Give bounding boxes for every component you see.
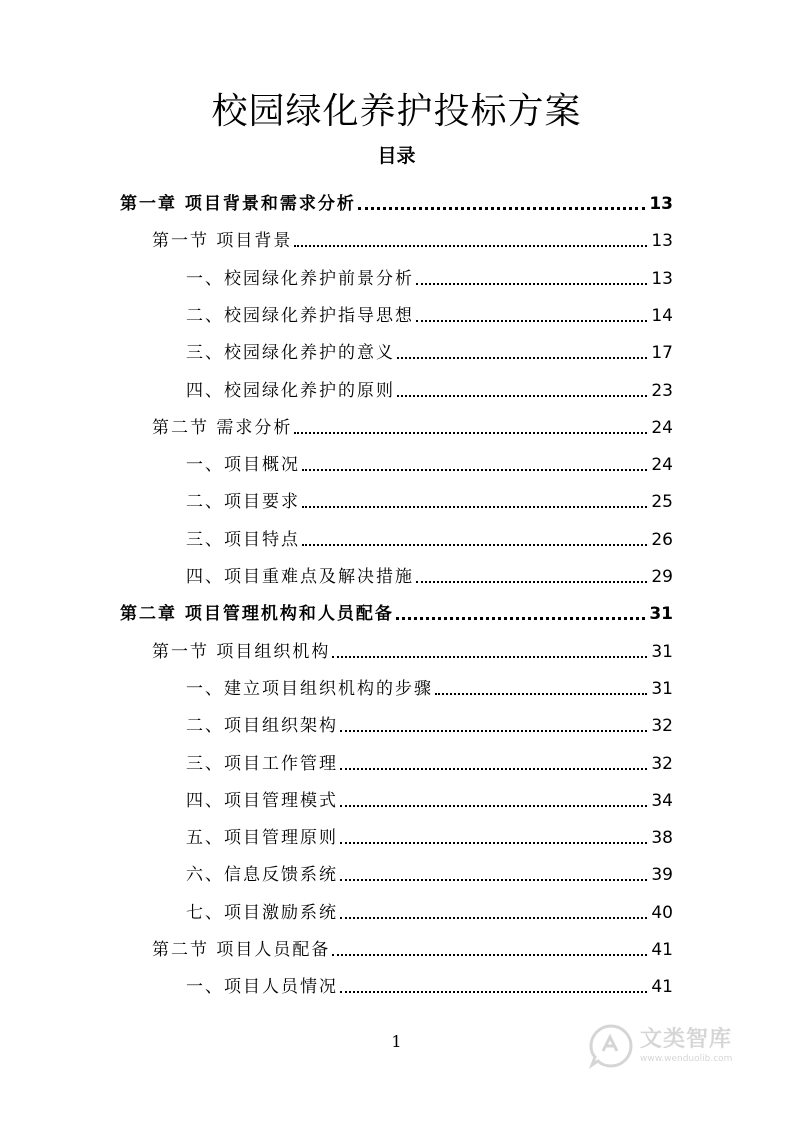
toc-entry-page: 40 xyxy=(651,902,673,923)
toc-entry-page: 13 xyxy=(651,231,673,252)
toc-entry-page: 26 xyxy=(651,529,673,550)
toc-leader-dots xyxy=(396,616,645,620)
toc-leader-dots xyxy=(340,804,647,807)
toc-entry-label: 五、项目管理原则 xyxy=(186,828,338,849)
toc-entry-page: 41 xyxy=(651,940,673,960)
toc-entry[interactable] xyxy=(186,442,673,476)
toc-entry[interactable] xyxy=(186,479,673,513)
toc-entry[interactable] xyxy=(152,927,673,961)
toc-entry-page: 24 xyxy=(651,455,673,476)
toc-entry[interactable] xyxy=(186,256,673,290)
toc-leader-dots xyxy=(340,878,647,881)
toc-entry[interactable] xyxy=(186,778,673,812)
toc-leader-dots xyxy=(416,319,647,322)
toc-entry[interactable] xyxy=(186,330,673,364)
toc-entry[interactable] xyxy=(152,629,673,663)
watermark-name: 文类智库 xyxy=(640,1027,733,1052)
toc-leader-dots xyxy=(416,282,647,285)
toc-entry[interactable] xyxy=(186,703,673,737)
toc-entry-label: 一、项目人员情况 xyxy=(186,977,338,998)
toc-entry-label: 四、项目重难点及解决措施 xyxy=(186,567,414,587)
toc-entry[interactable] xyxy=(186,666,673,700)
toc-leader-dots xyxy=(340,767,647,770)
toc-entry[interactable] xyxy=(186,368,673,402)
toc-entry-page: 31 xyxy=(651,641,673,662)
toc-entry-label: 六、信息反馈系统 xyxy=(186,865,338,886)
toc-entry-label: 三、校园绿化养护的意义 xyxy=(186,343,395,364)
toc-entry-label: 七、项目激励系统 xyxy=(186,902,338,923)
toc-entry-page: 13 xyxy=(651,268,673,289)
toc-entry[interactable] xyxy=(186,815,673,849)
toc-entry-page: 29 xyxy=(651,567,673,587)
toc-entry-page: 38 xyxy=(651,828,673,849)
toc-leader-dots xyxy=(397,356,647,359)
toc-entry-label: 一、建立项目组织机构的步骤 xyxy=(186,678,433,699)
toc-entry-page: 31 xyxy=(649,604,673,625)
toc-entry-label: 四、项目管理模式 xyxy=(186,790,338,811)
toc-leader-dots xyxy=(435,692,647,695)
toc-entry[interactable] xyxy=(120,181,673,215)
toc-entry-label: 三、项目特点 xyxy=(186,529,300,550)
toc-entry-label: 四、校园绿化养护的原则 xyxy=(186,380,395,401)
toc-entry-page: 39 xyxy=(651,865,673,886)
toc-heading: 目录 xyxy=(377,145,416,167)
toc-entry-label: 二、项目组织架构 xyxy=(186,716,338,737)
watermark-url: www.wenduolib.com xyxy=(640,1054,733,1064)
toc-leader-dots xyxy=(340,729,647,732)
toc-entry[interactable] xyxy=(186,852,673,886)
toc-entry-page: 32 xyxy=(651,716,673,737)
toc-entry[interactable] xyxy=(186,517,673,551)
toc-entry[interactable] xyxy=(186,890,673,924)
toc-leader-dots xyxy=(397,394,647,397)
toc-leader-dots xyxy=(332,953,647,956)
toc-leader-dots xyxy=(416,580,647,583)
toc-entry[interactable] xyxy=(152,218,673,252)
toc-leader-dots xyxy=(332,655,647,658)
toc-entry[interactable] xyxy=(186,741,673,775)
toc-entry[interactable] xyxy=(186,554,673,588)
toc-entry-label: 第一节 项目组织机构 xyxy=(152,641,331,662)
toc-entry-label: 第一章 项目背景和需求分析 xyxy=(120,194,356,214)
toc-leader-dots xyxy=(340,916,647,919)
toc-entry-page: 23 xyxy=(651,380,673,401)
toc-entry-label: 一、项目概况 xyxy=(186,455,300,476)
document-title: 校园绿化养护投标方案 xyxy=(211,91,582,132)
toc-leader-dots xyxy=(302,505,647,508)
toc-entry-label: 二、校园绿化养护指导思想 xyxy=(186,305,414,326)
toc-entry-page: 34 xyxy=(651,790,673,811)
toc-entry[interactable] xyxy=(186,293,673,327)
toc-leader-dots xyxy=(294,431,647,434)
toc-entry-label: 二、项目要求 xyxy=(186,492,300,513)
toc-entry-page: 25 xyxy=(651,492,673,513)
page-number: 1 xyxy=(391,1032,402,1051)
toc-entry-label: 一、校园绿化养护前景分析 xyxy=(186,268,414,289)
toc-leader-dots xyxy=(302,468,647,471)
watermark xyxy=(588,1020,768,1072)
toc-leader-dots xyxy=(302,543,647,546)
toc-entry-label: 第二节 项目人员配备 xyxy=(152,940,331,960)
watermark-logo-icon xyxy=(588,1023,634,1069)
toc-entry-page: 17 xyxy=(651,343,673,364)
toc-entry[interactable] xyxy=(152,405,673,439)
toc-leader-dots xyxy=(358,206,645,210)
toc-entry-label: 第二节 需求分析 xyxy=(152,417,293,438)
toc-entry[interactable] xyxy=(186,964,673,998)
toc-entry-label: 第一节 项目背景 xyxy=(152,231,293,252)
toc-entry-page: 13 xyxy=(649,194,673,214)
toc-entry-page: 41 xyxy=(651,977,673,998)
toc-leader-dots xyxy=(294,244,647,247)
toc-entry-page: 24 xyxy=(651,417,673,438)
toc-entry-page: 32 xyxy=(651,753,673,774)
toc-entry-page: 31 xyxy=(651,678,673,699)
toc-entry-page: 14 xyxy=(651,305,673,326)
toc-leader-dots xyxy=(340,841,647,844)
toc-leader-dots xyxy=(340,990,647,993)
toc-entry-label: 第二章 项目管理机构和人员配备 xyxy=(120,604,394,625)
toc-entry-label: 三、项目工作管理 xyxy=(186,753,338,774)
toc-entry[interactable] xyxy=(120,591,673,625)
